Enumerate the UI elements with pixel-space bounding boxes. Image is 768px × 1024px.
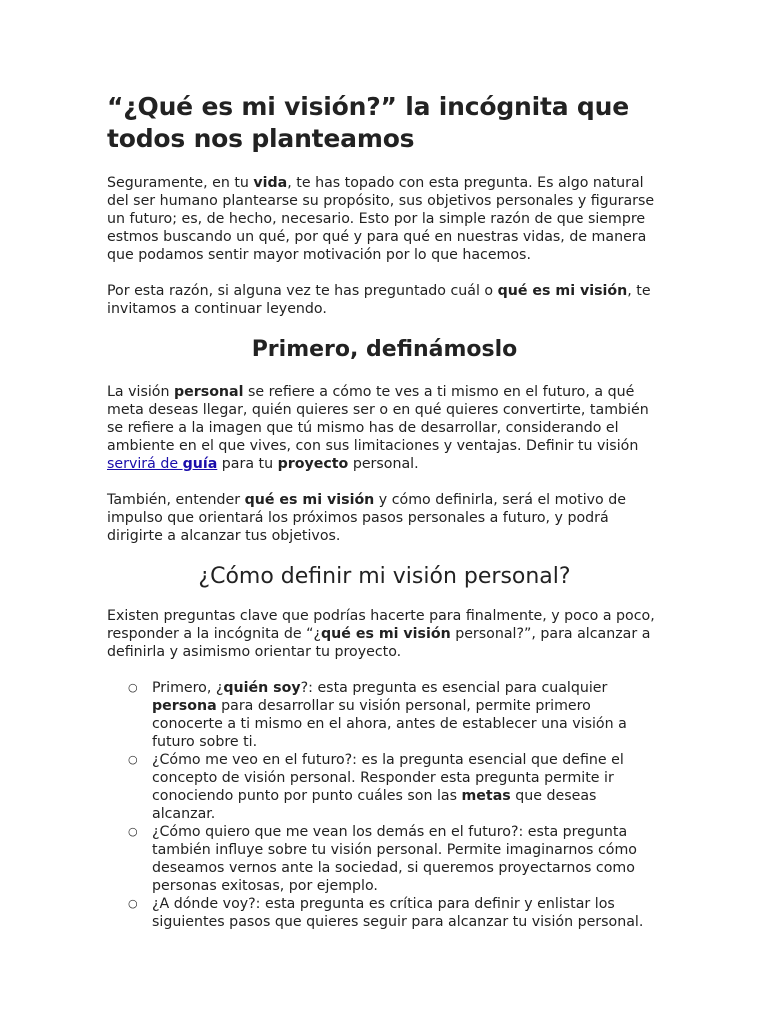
q3-text-1: ¿Cómo quiero que me vean los demás en el futuro?: esta pregunta también influye sobre tu visión personal. Permite imaginarnos cómo deseamos vernos ante la sociedad, si queremos proyectarnos como personas exitosas, por ejemplo. [152, 824, 637, 894]
section-heading-como-definir: ¿Cómo definir mi visión personal? [198, 564, 571, 589]
intro-text-2: , te has topado con esta pregunta. Es algo natural del ser humano plantearse su propósito, sus objetivos personales y figurarse un futuro; es, de hecho, necesario. Esto por la simple razón de que siempre estmos buscando un qué, por qué y para qué en nuestras vidas, de manera que podamos sentir mayor motivación por lo que hacemos. [107, 175, 655, 263]
understanding-paragraph [107, 491, 662, 545]
list-item [128, 679, 662, 751]
q1-bold-quien-soy: quién soy [223, 680, 301, 696]
definition-paragraph [107, 383, 662, 473]
circle-bullet-icon: ○ [128, 897, 138, 910]
q1-text-1: Primero, ¿ [152, 680, 224, 696]
existen-text-1: Existen preguntas clave que podrías hacerte para finalmente, y poco a poco, responder a la incógnita de “¿ [107, 608, 655, 642]
list-item [128, 751, 662, 823]
guia-link-text: servirá de [107, 456, 183, 472]
existen-text-2: personal?”, para alcanzar a definirla y asimismo orientar tu proyecto. [107, 626, 651, 660]
article-title: “¿Qué es mi visión?” la incógnita que todos nos planteamos [107, 92, 629, 153]
existen-bold: qué es mi visión [321, 626, 451, 642]
intro-paragraph [107, 174, 662, 264]
def2-bold: qué es mi visión [244, 492, 375, 508]
q2-text-1: ¿Cómo me veo en el futuro?: es la pregunta esencial que define el concepto de visión personal. Responder esta pregunta permite ir conociendo punto por punto cuáles son las [152, 752, 624, 804]
section-heading-definamoslo: Primero, definámoslo [251, 337, 518, 362]
intro-text-1: Seguramente, en tu [107, 175, 254, 191]
def1-bold-personal: personal [173, 384, 244, 400]
list-item [128, 895, 662, 931]
circle-bullet-icon: ○ [128, 825, 138, 838]
q2-text-2: que deseas alcanzar. [152, 788, 597, 822]
def2-text-2: y cómo definirla, será el motivo de impulso que orientará los próximos pasos personales a futuro, y podrá dirigirte a alcanzar tus objetivos. [107, 492, 626, 544]
q2-bold-metas: metas [461, 788, 511, 804]
guia-link[interactable] [107, 456, 217, 472]
guia-link-bold: guía [182, 456, 218, 472]
q1-text-3: para desarrollar su visión personal, permite primero conocerte a ti mismo en el ahora, antes de establecer una visión a futuro sobre ti. [152, 698, 627, 750]
def1-text-4: personal. [348, 456, 419, 472]
q1-bold-persona: persona [152, 698, 217, 714]
def1-bold-proyecto: proyecto [277, 456, 349, 472]
def1-text-1: La visión [107, 384, 174, 400]
def1-text-2: se refiere a cómo te ves a ti mismo en el futuro, a qué meta deseas llegar, quién quieres ser o en qué quieres convertirte, también se refiere a la imagen que tú mismo has de desarrollar, considerando el ambiente en el que vives, con sus limitaciones y ventajas. Definir tu visión [107, 384, 649, 454]
q4-text-1: ¿A dónde voy?: esta pregunta es crítica para definir y enlistar los siguientes pasos que quieres seguir para alcanzar tu visión personal. [152, 896, 644, 930]
reason-paragraph [107, 282, 662, 318]
def1-text-3: para tu [217, 456, 278, 472]
q1-text-2: ?: esta pregunta es esencial para cualquier [300, 680, 608, 696]
circle-bullet-icon: ○ [128, 681, 138, 694]
intro-bold-vida: vida [253, 175, 288, 191]
questions-list [107, 679, 662, 931]
reason-text-1: Por esta razón, si alguna vez te has preguntado cuál o [107, 283, 498, 299]
reason-text-2: , te invitamos a continuar leyendo. [107, 283, 651, 317]
reason-bold: qué es mi visión [497, 283, 628, 299]
list-item [128, 823, 662, 895]
def2-text-1: También, entender [107, 492, 245, 508]
key-questions-paragraph [107, 607, 662, 661]
circle-bullet-icon: ○ [128, 753, 138, 766]
